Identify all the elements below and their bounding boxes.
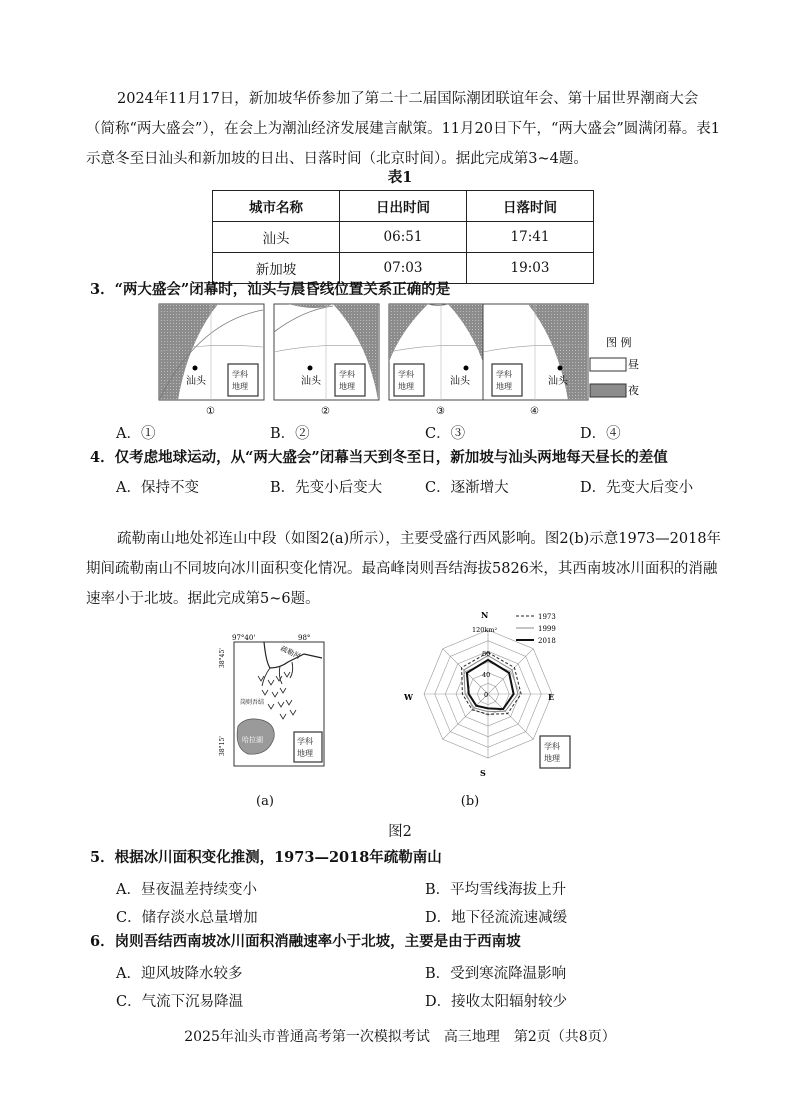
svg-text:学科: 学科 [496, 370, 512, 379]
legend-night: 夜 [628, 384, 639, 397]
table-title: 表1 [387, 169, 413, 186]
svg-text:地理: 地理 [398, 382, 414, 391]
table-header: 日出时间 [340, 191, 467, 222]
lat-label: 38°15' [219, 736, 226, 756]
figure-2b-caption: (b) [460, 794, 480, 809]
question-6-stem: 6．岗则吾结西南坡冰川面积消融速率小于北坡，主要是由于西南坡 [90, 933, 521, 950]
diagram-1 [159, 304, 264, 400]
table-header: 日落时间 [467, 191, 594, 222]
direction-label-n: N [481, 610, 489, 620]
legend-title: 图 例 [606, 336, 632, 349]
table-cell: 17:41 [467, 222, 594, 253]
q6-option-b[interactable]: B．受到寒流降温影响 [425, 966, 567, 982]
figure-2-caption: 图2 [388, 824, 412, 840]
svg-text:学科: 学科 [544, 742, 560, 751]
svg-text:学科: 学科 [398, 370, 414, 379]
svg-text:学科: 学科 [297, 737, 313, 746]
q5-option-d[interactable]: D．地下径流流速减缓 [425, 910, 568, 926]
direction-label-w: W [404, 692, 413, 702]
city-label: 汕头 [186, 376, 206, 387]
table-cell: 07:03 [340, 253, 467, 284]
q5-option-c[interactable]: C．储存淡水总量增加 [116, 910, 258, 926]
radar-axis-spoke [443, 694, 488, 739]
diagram-caption: ① [206, 406, 215, 417]
table-cell: 06:51 [340, 222, 467, 253]
svg-text:地理: 地理 [544, 754, 560, 763]
intro-paragraph-1: 2024年11月17日，新加坡华侨参加了第二十二届国际潮团联谊年会、第十届世界潮商大会（简称“两大盛会”），在会上为潮汕经济发展建言献策。11月20日下午，“两大盛会”圆满闭幕。表1示意冬至日汕头和新加坡的日出、日落时间（北京时间）。据此完成第3~4题。 [86, 91, 721, 167]
sunrise-sunset-table [212, 190, 594, 284]
svg-text:地理: 地理 [232, 382, 248, 391]
river-label: 疏勒河 [279, 644, 302, 661]
ring-label: 0 [484, 691, 489, 699]
legend [590, 335, 639, 397]
table-header: 城市名称 [213, 191, 340, 222]
direction-label-e: E [548, 692, 555, 702]
question-5-stem: 5．根据冰川面积变化推测，1973—2018年疏勒南山 [90, 849, 442, 866]
radar-axis-spoke [488, 649, 533, 694]
q6-option-a[interactable]: A．迎风坡降水较多 [116, 966, 243, 982]
ring-label: 80 [482, 650, 491, 658]
q4-option-d[interactable]: D．先变大后变小 [580, 480, 694, 496]
peak-label: 岗则吾结 [240, 699, 265, 706]
q5-option-b[interactable]: B．平均雪线海拔上升 [425, 882, 567, 898]
diagram-caption: ③ [436, 406, 445, 417]
city-label: 汕头 [548, 376, 568, 387]
q4-option-a[interactable]: A．保持不变 [116, 480, 199, 496]
intro-paragraph-2: 疏勒南山地处祁连山中段（如图2(a)所示），主要受盛行西风影响。图2(b)示意1973—2018年期间疏勒南山不同坡向冰川面积变化情况。最高峰岗则吾结海拔5826米，其西南坡冰川面积的消融速率小于北坡。据此完成第5~6题。 [86, 531, 722, 607]
q5-option-a[interactable]: A．昼夜温差持续变小 [116, 882, 257, 898]
figure-2a-map [218, 632, 328, 770]
figure-2b-radar-chart [398, 604, 598, 780]
diagram-2 [274, 304, 379, 400]
legend-entry: 1973 [538, 613, 556, 621]
svg-text:地理: 地理 [339, 382, 355, 391]
table-cell: 汕头 [213, 222, 340, 253]
page-footer: 2025年汕头市普通高考第一次模拟考试 高三地理 第2页（共8页） [184, 1029, 616, 1045]
radar-axis-spoke [488, 694, 533, 739]
q3-option-b[interactable]: B．② [270, 426, 310, 442]
table-row [213, 222, 594, 253]
figure-2a-caption: (a) [256, 794, 274, 809]
question-4-stem: 4．仅考虑地球运动，从“两大盛会”闭幕当天到冬至日，新加坡与汕头两地每天昼长的差值 [90, 449, 668, 466]
question-3-stem: 3．“两大盛会”闭幕时，汕头与晨昏线位置关系正确的是 [90, 281, 451, 298]
ring-label: 120km² [472, 626, 498, 634]
q4-option-c[interactable]: C．逐渐增大 [425, 480, 509, 496]
lat-label: 38°45' [219, 648, 226, 668]
svg-text:学科: 学科 [232, 370, 248, 379]
lake-label: 哈拉湖 [242, 736, 263, 744]
city-label: 汕头 [301, 376, 321, 387]
diagram-3 [389, 304, 494, 400]
svg-text:地理: 地理 [496, 382, 512, 391]
diagram-caption: ② [321, 406, 330, 417]
svg-text:地理: 地理 [297, 749, 313, 758]
q6-option-d[interactable]: D．接收太阳辐射较少 [425, 994, 568, 1010]
diagram-4 [483, 304, 588, 400]
q6-option-c[interactable]: C．气流下沉易降温 [116, 994, 244, 1010]
city-label: 汕头 [450, 376, 470, 387]
table-cell: 19:03 [467, 253, 594, 284]
ring-label: 40 [482, 671, 491, 679]
lon-label: 97°40' [232, 634, 256, 642]
q4-option-b[interactable]: B．先变小后变大 [270, 480, 383, 496]
legend-day: 昼 [628, 358, 639, 371]
q3-option-a[interactable]: A．① [116, 426, 156, 442]
terminator-diagrams [158, 302, 648, 418]
legend-entry: 2018 [538, 637, 556, 645]
diagram-caption: ④ [530, 406, 539, 417]
q3-option-c[interactable]: C．③ [425, 426, 466, 442]
table-cell: 新加坡 [213, 253, 340, 284]
lon-label: 98° [298, 634, 311, 642]
q3-option-d[interactable]: D．④ [580, 426, 621, 442]
radar-legend [516, 613, 556, 645]
direction-label-s: S [480, 768, 486, 778]
legend-entry: 1999 [538, 625, 556, 633]
svg-text:学科: 学科 [339, 370, 355, 379]
